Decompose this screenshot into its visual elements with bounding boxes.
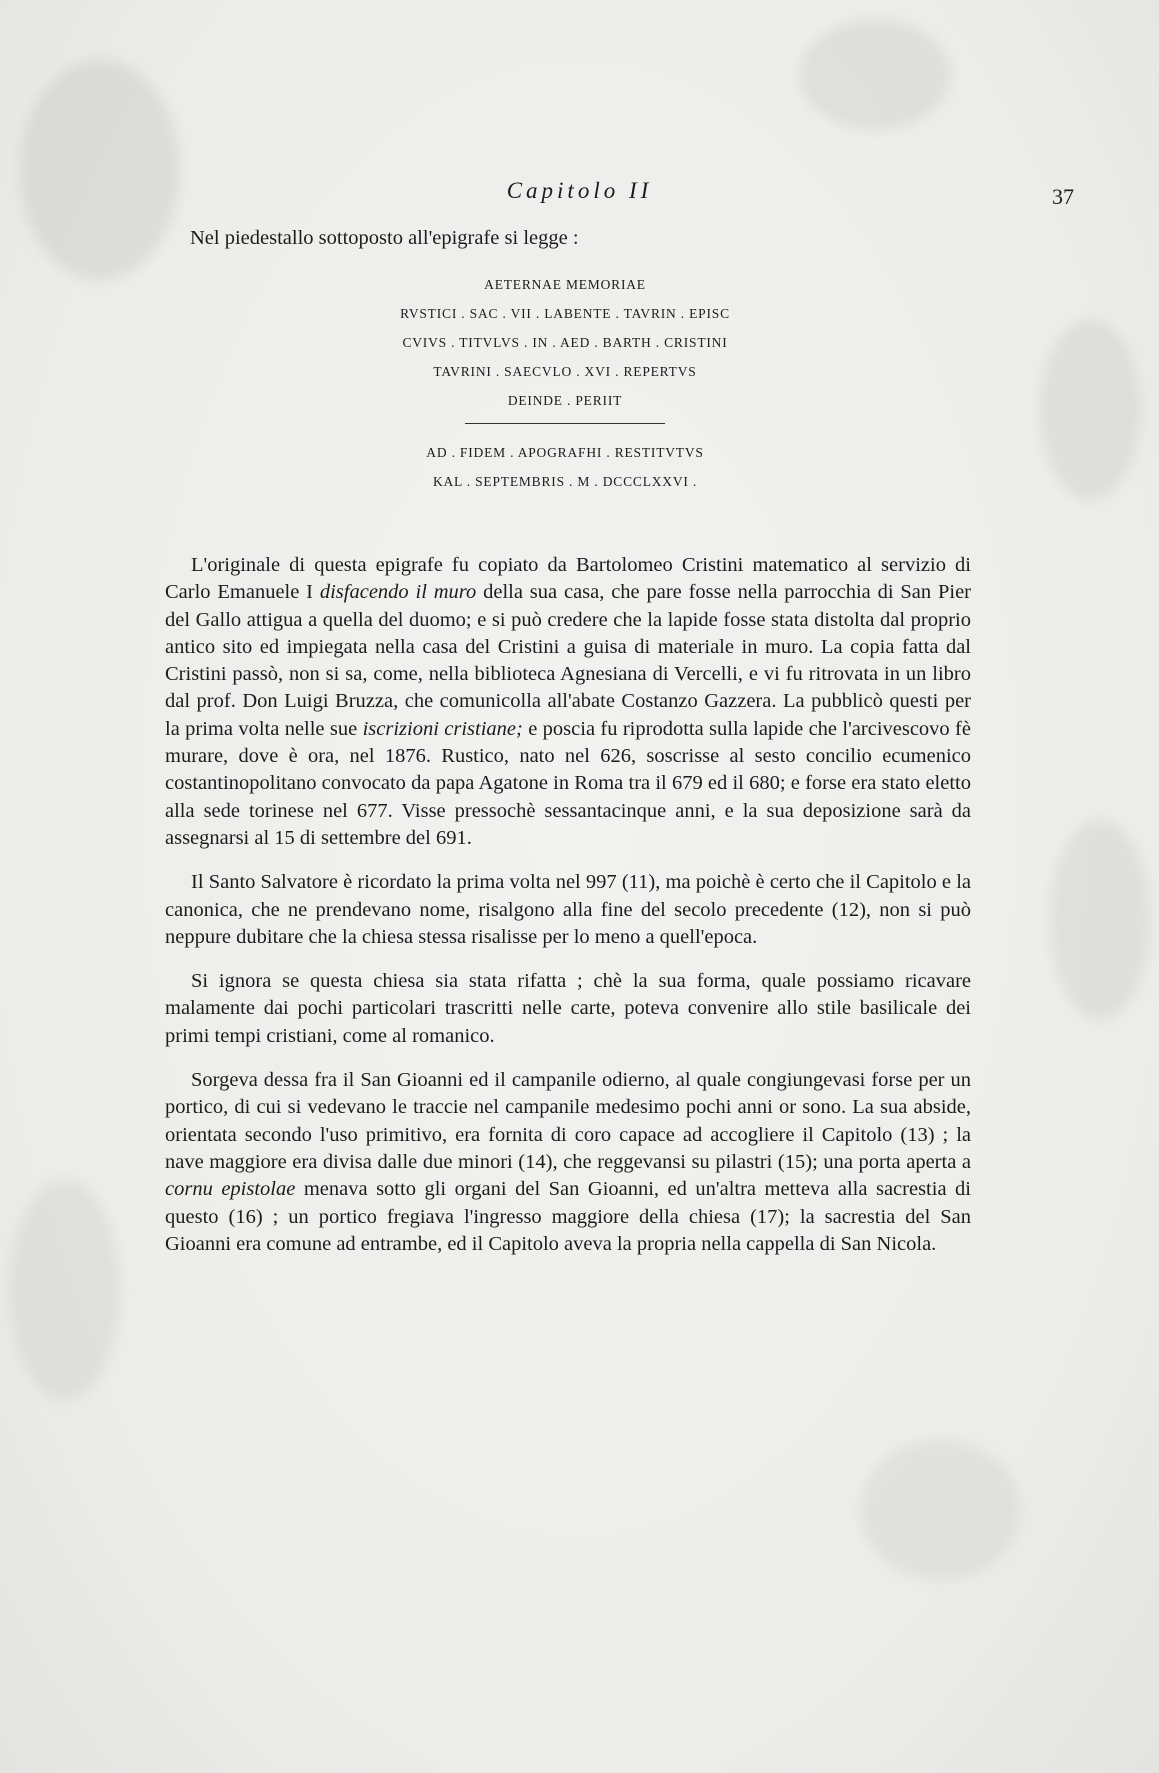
text-run: Il Santo Salvatore è ricordato la prima volta nel 997 (11), ma poichè è certo che il Capitolo e la canonica, che ne prendevano nome, risalgono alla fine del secolo precedente (12), non si può neppure dubitare che la chiesa stessa risalisse per lo meno a quell'epoca. xyxy=(165,871,971,948)
inscription-rule xyxy=(465,423,665,424)
page-header xyxy=(0,178,1159,218)
inscription-line: RVSTICI . SAC . VII . LABENTE . TAVRIN . EPISC xyxy=(400,306,730,321)
paper-stain xyxy=(1050,820,1150,1020)
running-title: Capitolo II xyxy=(506,178,653,203)
italic-phrase: cornu epistolae xyxy=(165,1178,296,1201)
epigraph-inscription xyxy=(220,270,910,496)
text-run: Sorgeva dessa fra il San Gioanni ed il campanile odierno, al quale congiungevasi forse per un portico, di cui si vedevano le traccie nel campanile medesimo pochi anni or sono. La sua abside, orientata secondo l'uso primitivo, era fornita di coro capace ad accogliere il Capitolo (13) ; la nave maggiore era divisa dalle due minori (14), che reggevansi su pilastri (15); una porta aperta a xyxy=(165,1069,971,1173)
text-run: menava sotto gli organi del San Gioanni, ed un'altra metteva alla sacrestia di questo (16) ; un portico fregiava l'ingresso maggiore della chiesa (17); la sacrestia del San Gioanni era comune ad entrambe, ed il Capitolo aveva la propria nella cappella di San Nicola. xyxy=(165,1178,971,1255)
paper-stain xyxy=(860,1440,1020,1580)
body-text xyxy=(165,552,971,1275)
text-run: e poscia fu riprodotta sulla lapide che l'arcivescovo fè murare, dove è ora, nel 1876. Rustico, nato nel 626, soscrisse al sesto concilio ecumenico costantinopolitano convocato da papa Agatone in Roma tra il 679 ed il 680; e forse era stato eletto alla sede torinese nel 677. Visse pressochè sessantacinque anni, e la sua deposizione sarà da assegnarsi al 15 di settembre del 691. xyxy=(165,717,971,849)
text-run: Si ignora se questa chiesa sia stata rifatta ; chè la sua forma, quale possiamo ricavare malamente dai pochi particolari trascritti nelle carte, poteva convenire allo stile basilicale dei primi tempi cristiani, come al romanico. xyxy=(165,970,971,1047)
text-run: della sua casa, che pare fosse nella parrocchia di San Pier del Gallo attigua a quella del duomo; e si può credere che la lapide fosse stata distolta dal proprio antico sito ed impiegata nella casa del Cristini a guisa di materiale in muro. La copia fatta dal Cristini passò, non si sa, come, nella biblioteca Agnesiana di Vercelli, e vi fu ritrovata in un libro dal prof. Don Luigi Bruzza, che comunicolla all'abate Costanzo Gazzera. La pubblicò questi per la prima volta nelle sue xyxy=(165,581,971,740)
intro-line: Nel piedestallo sottoposto all'epigrafe si legge : xyxy=(190,227,579,249)
paper-stain xyxy=(800,20,950,130)
inscription-line: TAVRINI . SAECVLO . XVI . REPERTVS xyxy=(433,364,697,379)
inscription-line: AD . FIDEM . APOGRAFHI . RESTITVTVS xyxy=(426,445,704,460)
paper-stain xyxy=(20,60,180,280)
paragraph xyxy=(165,552,971,852)
text-run: L'originale di questa epigrafe fu copiato da Bartolomeo Cristini matematico al servizio di Carlo Emanuele I xyxy=(165,554,971,604)
inscription-line: KAL . SEPTEMBRIS . M . DCCCLXXVI . xyxy=(432,474,698,489)
paper-stain xyxy=(1040,320,1140,500)
italic-phrase: disfacendo il muro xyxy=(319,581,477,604)
inscription-line: DEINDE . PERIIT xyxy=(507,393,623,408)
paper-stain xyxy=(10,1180,120,1400)
inscription-upper-block xyxy=(220,270,910,415)
inscription-line: CVIVS . TITVLVS . IN . AED . BARTH . CRISTINI xyxy=(402,335,728,350)
inscription-lower-block xyxy=(220,438,910,496)
inscription-line: AETERNAE MEMORIAE xyxy=(484,277,646,292)
paragraph xyxy=(165,869,971,951)
italic-phrase: iscrizioni cristiane; xyxy=(362,717,523,740)
page-number: 37 xyxy=(1052,184,1074,209)
paragraph xyxy=(165,1067,971,1258)
paragraph xyxy=(165,968,971,1050)
